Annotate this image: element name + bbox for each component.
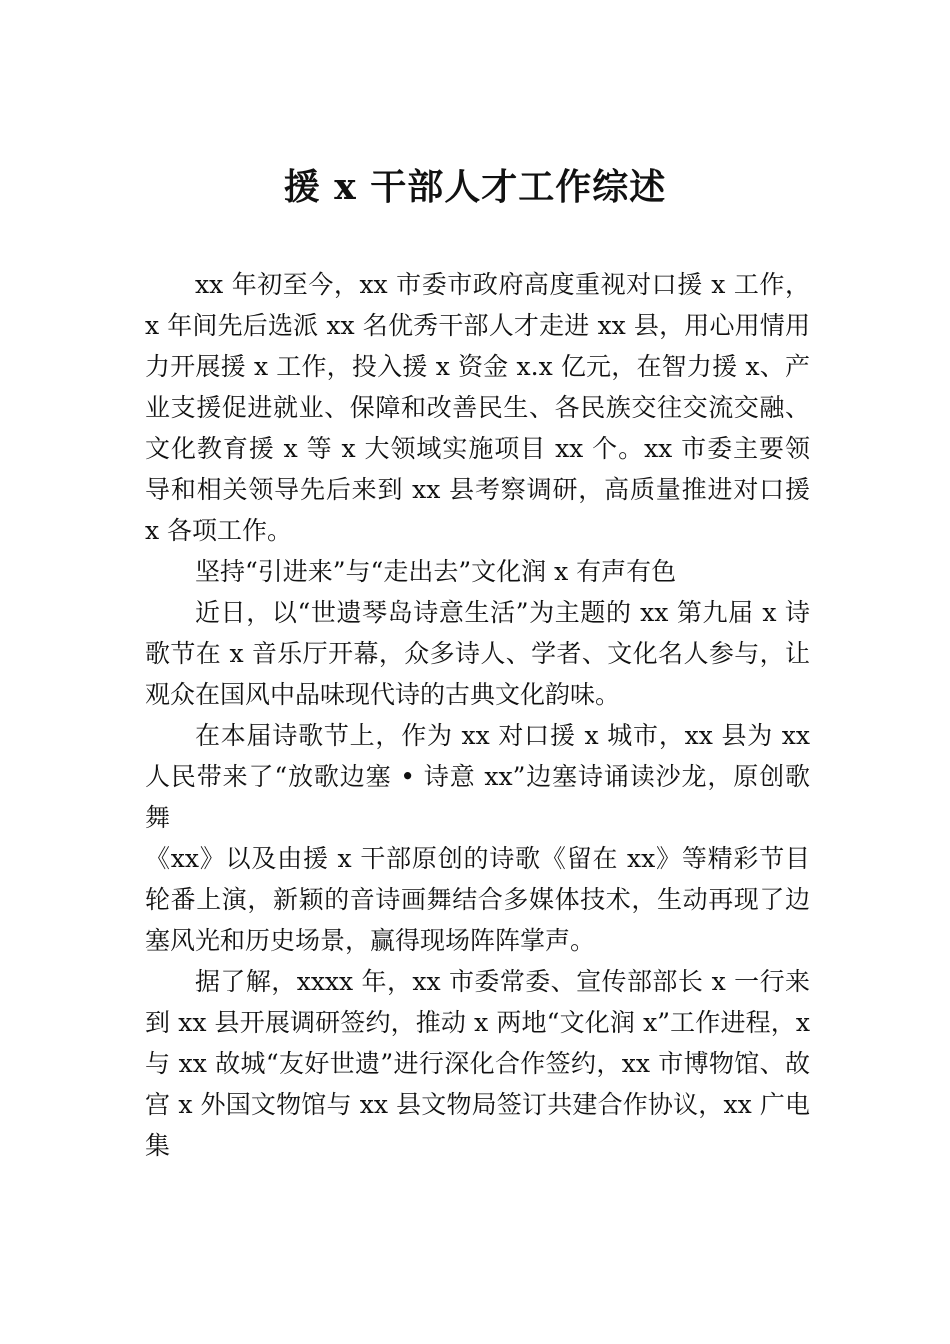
paragraph-cooperation: 据了解，xxxx 年，xx 市委常委、宣传部部长 x 一行来到 xx 县开展调研签约，推动 x 两地“文化润 x”工作进程，x 与 xx 故城“友好世遗”进行深化合作签约，xx 市博物馆、故宫 x 外国文物馆与 xx 县文物局签订共建合作协议，xx 广电集 [145, 967, 810, 1160]
document-body [145, 264, 810, 1166]
paragraph-intro: xx 年初至今，xx 市委市政府高度重视对口援 x 工作，x 年间先后选派 xx 名优秀干部人才走进 xx 县，用心用情用力开展援 x 工作，投入援 x 资金 x.x 亿元，在智力援 x、产业支援促进就业、保障和改善民生、各民族交往交流交融、文化教育援 x 等 x 大领域实施项目 xx 个。xx 市委主要领导和相关领导先后来到 xx 县考察调研，高质量推进对口援 x 各项工作。 [145, 270, 810, 545]
section-heading: 坚持“引进来”与“走出去”文化润 x 有声有色 [195, 557, 677, 586]
paragraph-festival-programs: 《xx》以及由援 x 干部原创的诗歌《留在 xx》等精彩节目轮番上演，新颖的音诗画舞结合多媒体技术，生动再现了边塞风光和历史场景，赢得现场阵阵掌声。 [145, 844, 810, 955]
paragraph-poetry-festival: 近日，以“世遗琴岛诗意生活”为主题的 xx 第九届 x 诗歌节在 x 音乐厅开幕，众多诗人、学者、文化名人参与，让观众在国风中品味现代诗的古典文化韵味。 [145, 598, 810, 709]
paragraph-festival-performance: 在本届诗歌节上，作为 xx 对口援 x 城市，xx 县为 xx 人民带来了“放歌边塞 • 诗意 xx”边塞诗诵读沙龙，原创歌舞 [145, 721, 810, 832]
document-title: 援 x 干部人才工作综述 [283, 166, 667, 208]
